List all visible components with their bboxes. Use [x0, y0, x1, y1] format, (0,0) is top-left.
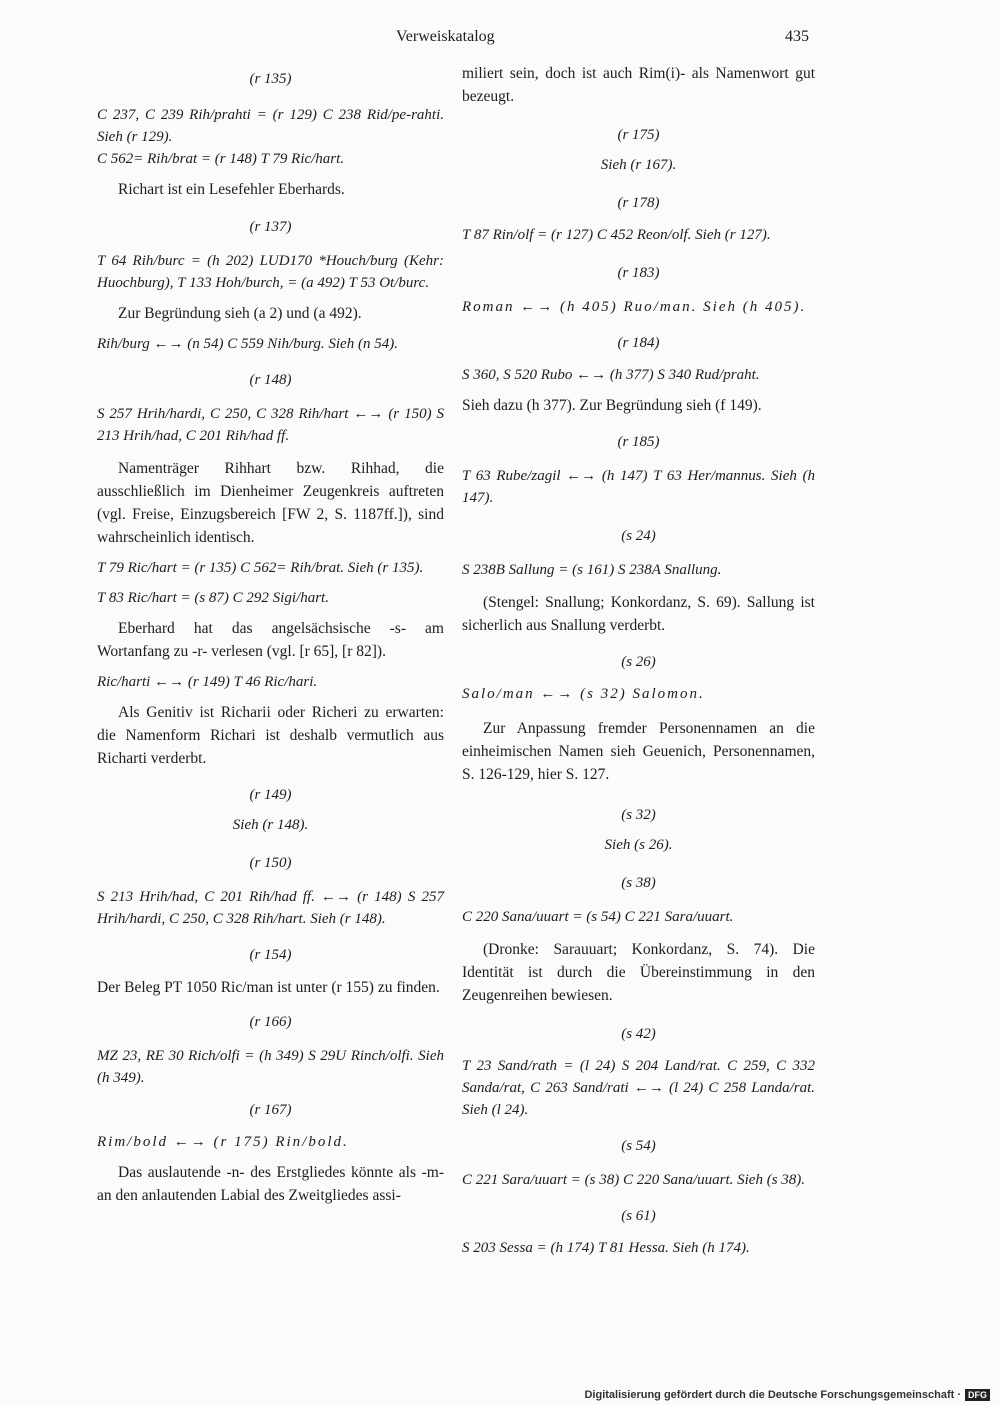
- entry-heading: (s 61): [621, 1208, 656, 1224]
- entry-line: S 360, S 520 Rubo ←→ (h 377) S 340 Rud/praht.: [462, 367, 760, 383]
- page-number: 435: [785, 28, 809, 45]
- entry-heading: (r 185): [617, 434, 660, 450]
- entry-heading: (s 24): [621, 528, 656, 544]
- commentary: Der Beleg PT 1050 Ric/man ist unter (r 155) zu finden.: [97, 979, 440, 996]
- dfg-logo: DFG: [965, 1389, 990, 1401]
- entry-line: Salo/man ←→ (s 32) Salomon.: [462, 686, 705, 702]
- entry-heading: (r 167): [249, 1102, 292, 1118]
- entry-line: C 221 Sara/uuart = (s 38) C 220 Sana/uuart. Sieh (s 38).: [462, 1172, 806, 1188]
- entry-line: Rim/bold ←→ (r 175) Rin/bold.: [97, 1134, 349, 1150]
- left-column: [97, 62, 444, 1207]
- entry-line: T 79 Ric/hart = (r 135) C 562= Rih/brat. Sieh (r 135).: [97, 560, 424, 576]
- running-header: Verweiskatalog: [396, 28, 495, 45]
- commentary: (Stengel: Snallung; Konkordanz, S. 69). Sallung ist sicherlich aus Snallung verderbt.: [462, 594, 815, 634]
- entry-line: T 83 Ric/hart = (s 87) C 292 Sigi/hart.: [97, 590, 329, 606]
- entry-line: S 213 Hrih/had, C 201 Rih/had ff. ←→ (r 148) S 257 Hrih/hardi, C 250, C 328 Rih/hart. Sieh (r 148).: [97, 889, 444, 927]
- entry-heading: (s 26): [621, 654, 656, 670]
- entry-heading: (r 150): [249, 855, 292, 871]
- entry-heading: (r 148): [249, 372, 292, 388]
- entry-line: Ric/harti ←→ (r 149) T 46 Ric/hari.: [97, 674, 318, 690]
- entry-line: Sieh (s 26).: [604, 837, 673, 853]
- commentary: miliert sein, doch ist auch Rim(i)- als Namenwort gut bezeugt.: [462, 65, 815, 105]
- right-column: [462, 62, 815, 1259]
- entry-heading: (r 154): [249, 947, 292, 963]
- entry-line: Rih/burg ←→ (n 54) C 559 Nih/burg. Sieh (n 54).: [97, 336, 398, 352]
- commentary: Richart ist ein Lesefehler Eberhards.: [118, 181, 345, 198]
- entry-heading: (s 32): [621, 807, 656, 823]
- entry-line: Sieh (r 148).: [232, 817, 309, 833]
- entry-line: T 87 Rin/olf = (r 127) C 452 Reon/olf. Sieh (r 127).: [462, 227, 771, 243]
- entry-line: C 220 Sana/uuart = (s 54) C 221 Sara/uuart.: [462, 909, 734, 925]
- entry-line: C 237, C 239 Rih/prahti = (r 129) C 238 Rid/pe-rahti. Sieh (r 129).: [97, 107, 444, 145]
- entry-line: T 64 Rih/burc = (h 202) LUD170 *Houch/burg (Kehr: Huochburg), T 133 Hoh/burch, = (a 492) T 53 Ot/burc.: [97, 253, 444, 291]
- entry-heading: (s 38): [621, 875, 656, 891]
- commentary: (Dronke: Sarauuart; Konkordanz, S. 74). Die Identität ist durch die Übereinstimmung in den Zeugenreihen bewiesen.: [462, 941, 815, 1004]
- entry-heading: (r 175): [617, 127, 660, 143]
- entry-heading: (r 178): [617, 195, 660, 211]
- entry-line: S 203 Sessa = (h 174) T 81 Hessa. Sieh (h 174).: [462, 1240, 750, 1256]
- entry-heading: (r 184): [617, 335, 660, 351]
- commentary: Namenträger Rihhart bzw. Rihhad, die ausschließlich im Dienheimer Zeugenkreis auftreten (vgl. Freise, Einzugsbereich [FW 2, S. 1187ff.]), sind wahrscheinlich identisch.: [97, 460, 444, 546]
- entry-line: Sieh (r 167).: [600, 157, 677, 173]
- entry-heading: (s 54): [621, 1138, 656, 1154]
- funding-footer: [584, 1389, 990, 1401]
- entry-line: Roman ←→ (h 405) Ruo/man. Sieh (h 405).: [462, 299, 807, 315]
- funding-credit: Digitalisierung gefördert durch die Deutsche Forschungsgemeinschaft ·: [584, 1389, 961, 1401]
- entry-heading: (r 183): [617, 265, 660, 281]
- entry-heading: (r 166): [249, 1014, 292, 1030]
- entry-line: T 23 Sand/rath = (l 24) S 204 Land/rat. C 259, C 332 Sanda/rat, C 263 Sand/rati ←→ (l 24) C 258 Landa/rat. Sieh (l 24).: [462, 1058, 815, 1118]
- entry-heading: (s 42): [621, 1026, 656, 1042]
- entry-line: MZ 23, RE 30 Rich/olfi = (h 349) S 29U Rinch/olfi. Sieh (h 349).: [97, 1048, 444, 1086]
- entry-heading: (r 149): [249, 787, 292, 803]
- commentary: Als Genitiv ist Richarii oder Richeri zu erwarten: die Namenform Richari ist deshalb vermutlich aus Richarti verderbt.: [97, 704, 444, 767]
- entry-line: T 63 Rube/zagil ←→ (h 147) T 63 Her/mannus. Sieh (h 147).: [462, 468, 815, 506]
- entry-heading: (r 137): [249, 219, 292, 235]
- entry-heading: (r 135): [249, 71, 292, 87]
- entry-line: S 257 Hrih/hardi, C 250, C 328 Rih/hart ←→ (r 150) S 213 Hrih/had, C 201 Rih/had ff.: [97, 406, 444, 444]
- commentary: Zur Anpassung fremder Personennamen an die einheimischen Namen sieh Geuenich, Personennamen, S. 126-129, hier S. 127.: [462, 720, 815, 783]
- entry-line: C 562= Rih/brat = (r 148) T 79 Ric/hart.: [97, 151, 345, 167]
- commentary: Zur Begründung sieh (a 2) und (a 492).: [118, 305, 362, 322]
- commentary: Sieh dazu (h 377). Zur Begründung sieh (f 149).: [462, 397, 762, 414]
- commentary: Eberhard hat das angelsächsische -s- am Wortanfang zu -r- verlesen (vgl. [r 65], [r 82]).: [97, 620, 444, 660]
- entry-line: S 238B Sallung = (s 161) S 238A Snallung.: [462, 562, 722, 578]
- commentary: Das auslautende -n- des Erstgliedes könnte als -m- an den anlautenden Labial des Zweitgliedes assi-: [97, 1164, 444, 1204]
